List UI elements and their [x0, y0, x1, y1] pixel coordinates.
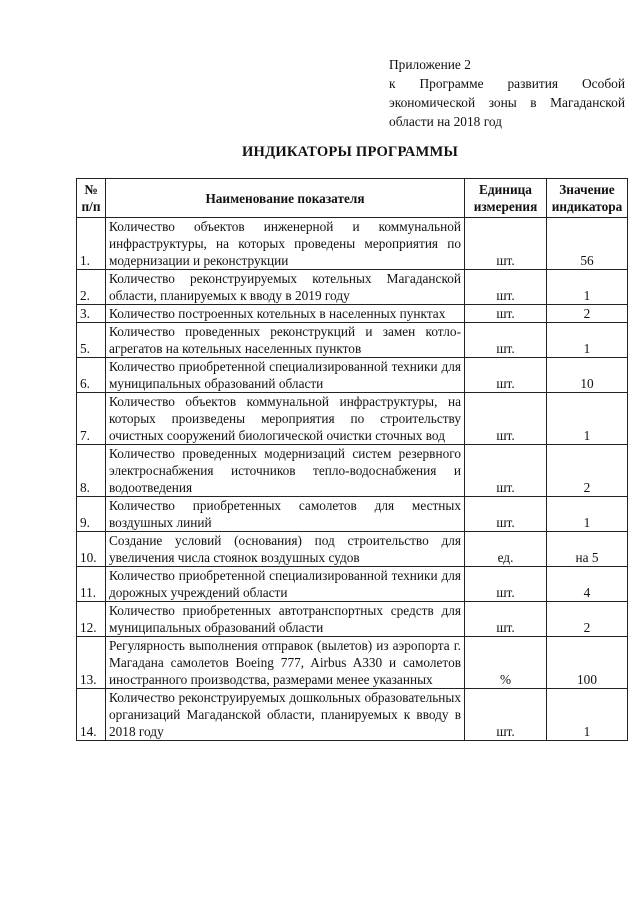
- row-value: на 5: [547, 532, 628, 567]
- appendix-reference: к Программе развития Особой экономической зоны в Магаданской области на 2018 год: [389, 76, 625, 129]
- indicators-table: [76, 178, 628, 741]
- row-name: Количество реконструируемых дошкольных образовательных организаций Магаданской области, планируемых к вводу в 2018 году: [106, 689, 465, 741]
- table-row: [77, 358, 628, 393]
- row-num: 6.: [77, 358, 106, 393]
- row-unit: шт.: [465, 358, 547, 393]
- row-name: Создание условий (основания) под строительство для увеличения числа стоянок воздушных судов: [106, 532, 465, 567]
- table-row: [77, 323, 628, 358]
- row-value: 1: [547, 497, 628, 532]
- row-name: Количество проведенных реконструкций и замен котло-агрегатов на котельных населенных пунктов: [106, 323, 465, 358]
- row-unit: шт.: [465, 323, 547, 358]
- header-unit: Единица измерения: [465, 179, 547, 218]
- row-name: Количество приобретенной специализированной техники для муниципальных образований области: [106, 358, 465, 393]
- row-unit: шт.: [465, 218, 547, 270]
- row-num: 5.: [77, 323, 106, 358]
- header-num: № п/п: [77, 179, 106, 218]
- table-row: [77, 602, 628, 637]
- row-num: 7.: [77, 393, 106, 445]
- table-row: [77, 532, 628, 567]
- row-value: 4: [547, 567, 628, 602]
- row-unit: шт.: [465, 393, 547, 445]
- table-row: [77, 445, 628, 497]
- table-row: [77, 270, 628, 305]
- table-row: [77, 567, 628, 602]
- row-name: Количество объектов коммунальной инфраструктуры, на которых произведены мероприятия по строительству очистных сооружений биологической очистки сточных вод: [106, 393, 465, 445]
- row-value: 10: [547, 358, 628, 393]
- row-unit: шт.: [465, 567, 547, 602]
- row-name: Количество приобретенных автотранспортных средств для муниципальных образований области: [106, 602, 465, 637]
- header-name: Наименование показателя: [106, 179, 465, 218]
- row-num: 8.: [77, 445, 106, 497]
- table-row: [77, 637, 628, 689]
- row-unit: шт.: [465, 445, 547, 497]
- row-unit: шт.: [465, 497, 547, 532]
- header-value: Значение индикатора: [547, 179, 628, 218]
- row-unit: шт.: [465, 270, 547, 305]
- page-title: ИНДИКАТОРЫ ПРОГРАММЫ: [242, 144, 458, 160]
- row-name: Регулярность выполнения отправок (вылетов) из аэропорта г. Магадана самолетов Boeing 777, Airbus A330 и самолетов иностранного производства, размерами менее указанных: [106, 637, 465, 689]
- row-num: 1.: [77, 218, 106, 270]
- appendix-number: Приложение 2: [389, 57, 471, 72]
- table-header-row: [77, 179, 628, 218]
- table-row: [77, 497, 628, 532]
- appendix-note: [389, 55, 625, 131]
- row-unit: %: [465, 637, 547, 689]
- row-value: 56: [547, 218, 628, 270]
- row-unit: шт.: [465, 689, 547, 741]
- row-value: 1: [547, 393, 628, 445]
- row-value: 1: [547, 689, 628, 741]
- row-value: 1: [547, 270, 628, 305]
- row-name: Количество проведенных модернизаций систем резервного электроснабжения источников тепло-водоснабжения и водоотведения: [106, 445, 465, 497]
- row-unit: ед.: [465, 532, 547, 567]
- row-num: 9.: [77, 497, 106, 532]
- row-unit: шт.: [465, 602, 547, 637]
- row-num: 10.: [77, 532, 106, 567]
- row-value: 100: [547, 637, 628, 689]
- row-num: 3.: [77, 305, 106, 323]
- row-value: 2: [547, 305, 628, 323]
- table-row: [77, 689, 628, 741]
- row-num: 11.: [77, 567, 106, 602]
- row-unit: шт.: [465, 305, 547, 323]
- table-row: [77, 393, 628, 445]
- row-name: Количество построенных котельных в населенных пунктах: [106, 305, 465, 323]
- row-num: 13.: [77, 637, 106, 689]
- row-num: 14.: [77, 689, 106, 741]
- table-row: [77, 305, 628, 323]
- row-num: 2.: [77, 270, 106, 305]
- row-num: 12.: [77, 602, 106, 637]
- row-name: Количество приобретенной специализированной техники для дорожных учреждений области: [106, 567, 465, 602]
- row-value: 1: [547, 323, 628, 358]
- row-value: 2: [547, 445, 628, 497]
- row-name: Количество реконструируемых котельных Магаданской области, планируемых к вводу в 2019 году: [106, 270, 465, 305]
- table-row: [77, 218, 628, 270]
- row-value: 2: [547, 602, 628, 637]
- row-name: Количество объектов инженерной и коммунальной инфраструктуры, на которых проведены мероприятия по модернизации и реконструкции: [106, 218, 465, 270]
- row-name: Количество приобретенных самолетов для местных воздушных линий: [106, 497, 465, 532]
